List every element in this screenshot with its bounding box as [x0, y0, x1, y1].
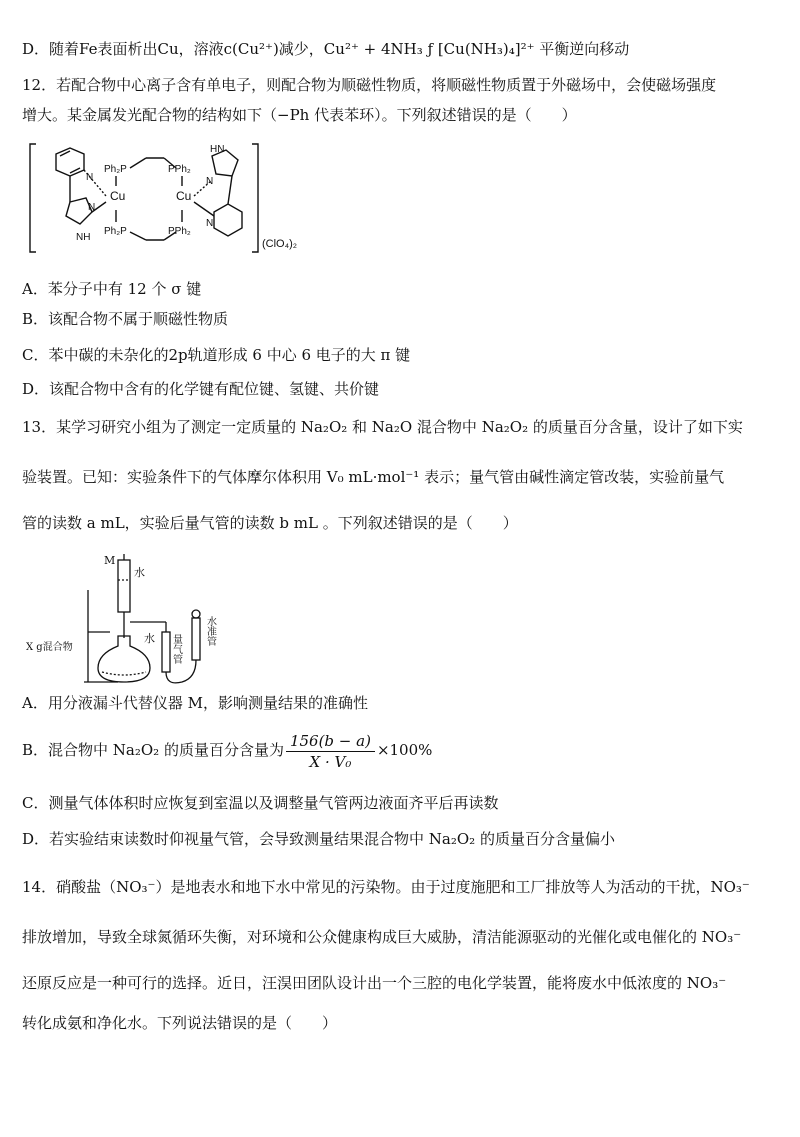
- q13-option-b-prefix: B．混合物中 Na₂O₂ 的质量百分含量为: [22, 741, 284, 759]
- q14-line3: 还原反应是一种可行的选择。近日，汪淏田团队设计出一个三腔的电化学装置，能将废水中低浓度的 NO₃⁻: [22, 974, 727, 992]
- q12-stem-line2: 增大。某金属发光配合物的结构如下（−Ph 代表苯环）。下列叙述错误的是（ ）: [22, 106, 577, 124]
- q13-option-b-numerator: 156(b − a): [286, 731, 375, 752]
- q12-hn-right: HN: [210, 144, 225, 155]
- q12-ph2p-tl: Ph₂P: [104, 164, 127, 175]
- q12-complex-structure: [26, 140, 266, 264]
- q14-line1: 14．硝酸盐（NO₃⁻）是地表水和地下水中常见的污染物。由于过度施肥和工厂排放等人为活动的干扰，NO₃⁻: [22, 878, 750, 896]
- q13-option-b-suffix: ×100%: [376, 741, 433, 759]
- q12-option-d: D．该配合物中含有的化学键有配位键、氢键、共价键: [22, 380, 380, 398]
- q12-counter-ion: (ClO₄)₂: [262, 238, 298, 250]
- q13-label-water-top: 水: [134, 566, 145, 579]
- q13-label-mixture: X g混合物: [26, 642, 73, 653]
- q13-stem-line2: 验装置。已知：实验条件下的气体摩尔体积用 V₀ mL·mol⁻¹ 表示；量气管由碱性滴定管改装，实验前量气: [22, 468, 725, 486]
- q13-stem-line1: 13．某学习研究小组为了测定一定质量的 Na₂O₂ 和 Na₂O 混合物中 Na₂O₂ 的质量百分含量，设计了如下实: [22, 418, 743, 436]
- q13-option-a: A．用分液漏斗代替仪器 M，影响测量结果的准确性: [22, 694, 368, 712]
- q12-n-left-mid: N: [88, 202, 96, 213]
- q13-label-water-mid: 水: [144, 632, 155, 645]
- q13-label-level-tube: 水准管: [204, 616, 216, 646]
- q13-stem-line3: 管的读数 a mL，实验后量气管的读数 b mL 。下列叙述错误的是（ ）: [22, 514, 518, 532]
- q12-n-right-mid: N: [206, 176, 214, 187]
- q12-pph2-br: PPh₂: [168, 226, 191, 237]
- q13-apparatus: [26, 550, 236, 690]
- q12-nh-left: NH: [76, 232, 91, 243]
- q12-cu-left: Cu: [110, 189, 126, 203]
- q12-n-left-top: N: [86, 172, 94, 183]
- q11-option-d: D．随着Fe表面析出Cu，溶液c(Cu²⁺)减少，Cu²⁺ + 4NH₃ ƒ [Cu(NH₃)₄]²⁺ 平衡逆向移动: [22, 40, 630, 58]
- q12-option-c: C．苯中碳的未杂化的2p轨道形成 6 中心 6 电子的大 π 键: [22, 346, 411, 364]
- q13-option-c: C．测量气体体积时应恢复到室温以及调整量气管两边液面齐平后再读数: [22, 794, 499, 812]
- q13-option-b-fraction: [286, 731, 375, 772]
- q13-option-b: [22, 730, 780, 772]
- q12-option-b: B．该配合物不属于顺磁性物质: [22, 310, 229, 328]
- q13-option-d: D．若实验结束读数时仰视量气管，会导致测量结果混合物中 Na₂O₂ 的质量百分含量偏小: [22, 830, 615, 848]
- q12-stem-line1: 12．若配合物中心离子含有单电子，则配合物为顺磁性物质，将顺磁性物质置于外磁场中，会使磁场强度: [22, 76, 717, 94]
- q12-ph2p-bl: Ph₂P: [104, 226, 127, 237]
- q12-pph2-tr: PPh₂: [168, 164, 191, 175]
- q13-option-b-denominator: X · V₀: [309, 752, 352, 771]
- q13-label-gas-tube: 量气管: [170, 634, 182, 664]
- q12-option-a: A．苯分子中有 12 个 σ 键: [22, 280, 202, 298]
- q14-line2: 排放增加，导致全球氮循环失衡，对环境和公众健康构成巨大威胁，清洁能源驱动的光催化或电催化的 NO₃⁻: [22, 928, 742, 946]
- q12-n-right-bot: N: [206, 218, 214, 229]
- q13-label-m: M: [104, 554, 116, 567]
- q14-line4: 转化成氨和净化水。下列说法错误的是（ ）: [22, 1014, 338, 1032]
- q12-cu-right: Cu: [176, 189, 192, 203]
